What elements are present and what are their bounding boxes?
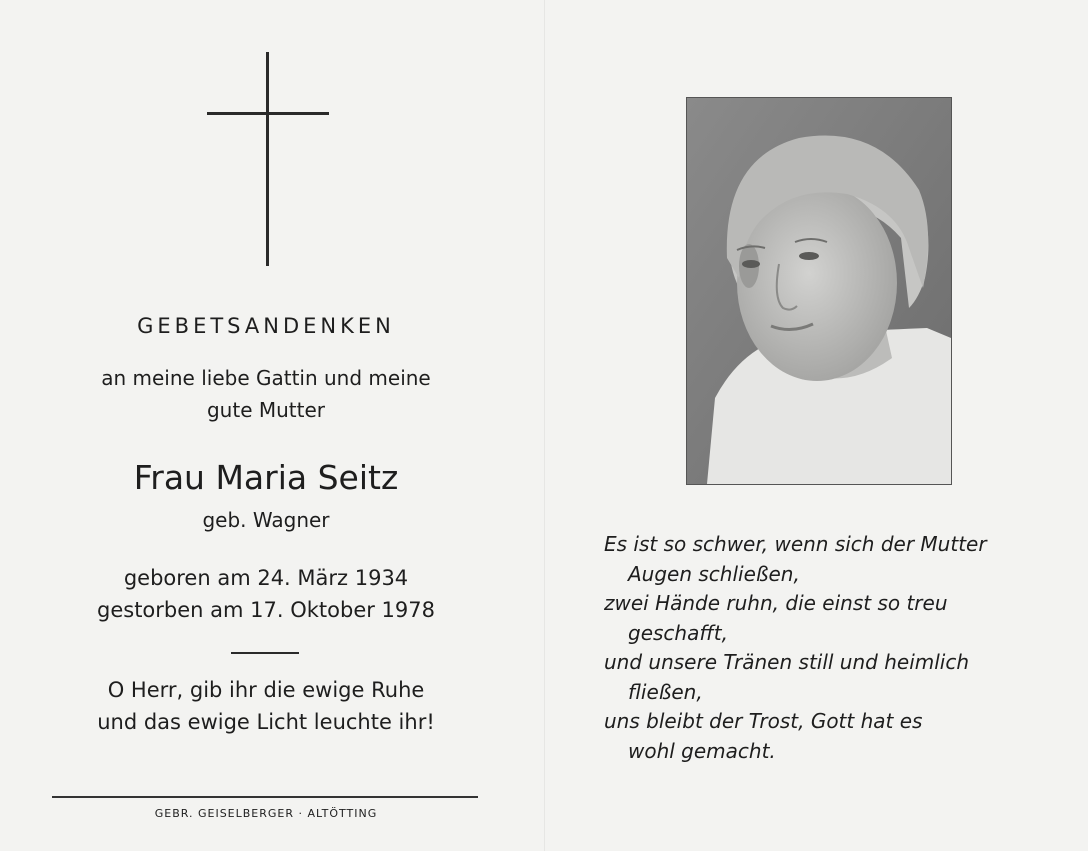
printer-credit: GEBR. GEISELBERGER · ALTÖTTING — [154, 807, 378, 820]
death-date: gestorben am 17. Oktober 1978 — [97, 598, 435, 622]
prayer-line-1: O Herr, gib ihr die ewige Ruhe — [107, 678, 425, 702]
prayer-line-2: und das ewige Licht leuchte ihr! — [97, 710, 435, 734]
cross-vertical-bar — [266, 52, 269, 266]
poem-line: Augen schließen, — [628, 561, 800, 586]
poem-line: uns bleibt der Trost, Gott hat es — [604, 709, 923, 733]
poem-line: fließen, — [628, 679, 703, 704]
maiden-name: geb. Wagner — [202, 508, 330, 532]
poem-line: wohl gemacht. — [628, 738, 776, 763]
portrait-photo — [686, 97, 952, 485]
poem-line: und unsere Tränen still und heimlich — [604, 650, 970, 674]
poem-line: geschafft, — [628, 620, 728, 645]
dedication-line-2: gute Mutter — [206, 398, 326, 422]
poem-line: Es ist so schwer, wenn sich der Mutter — [604, 532, 987, 556]
portrait-image — [687, 98, 951, 484]
cross-horizontal-bar — [207, 112, 329, 115]
dedication-line-1: an meine liebe Gattin und meine — [101, 366, 431, 390]
deceased-name: Frau Maria Seitz — [133, 458, 399, 497]
card-heading: GEBETSANDENKEN — [137, 314, 395, 338]
divider-line — [231, 652, 299, 654]
poem-line: zwei Hände ruhn, die einst so treu — [604, 591, 948, 615]
card-fold-line — [544, 0, 545, 851]
birth-date: geboren am 24. März 1934 — [123, 566, 409, 590]
poem — [604, 530, 1054, 766]
bottom-rule — [52, 796, 478, 798]
